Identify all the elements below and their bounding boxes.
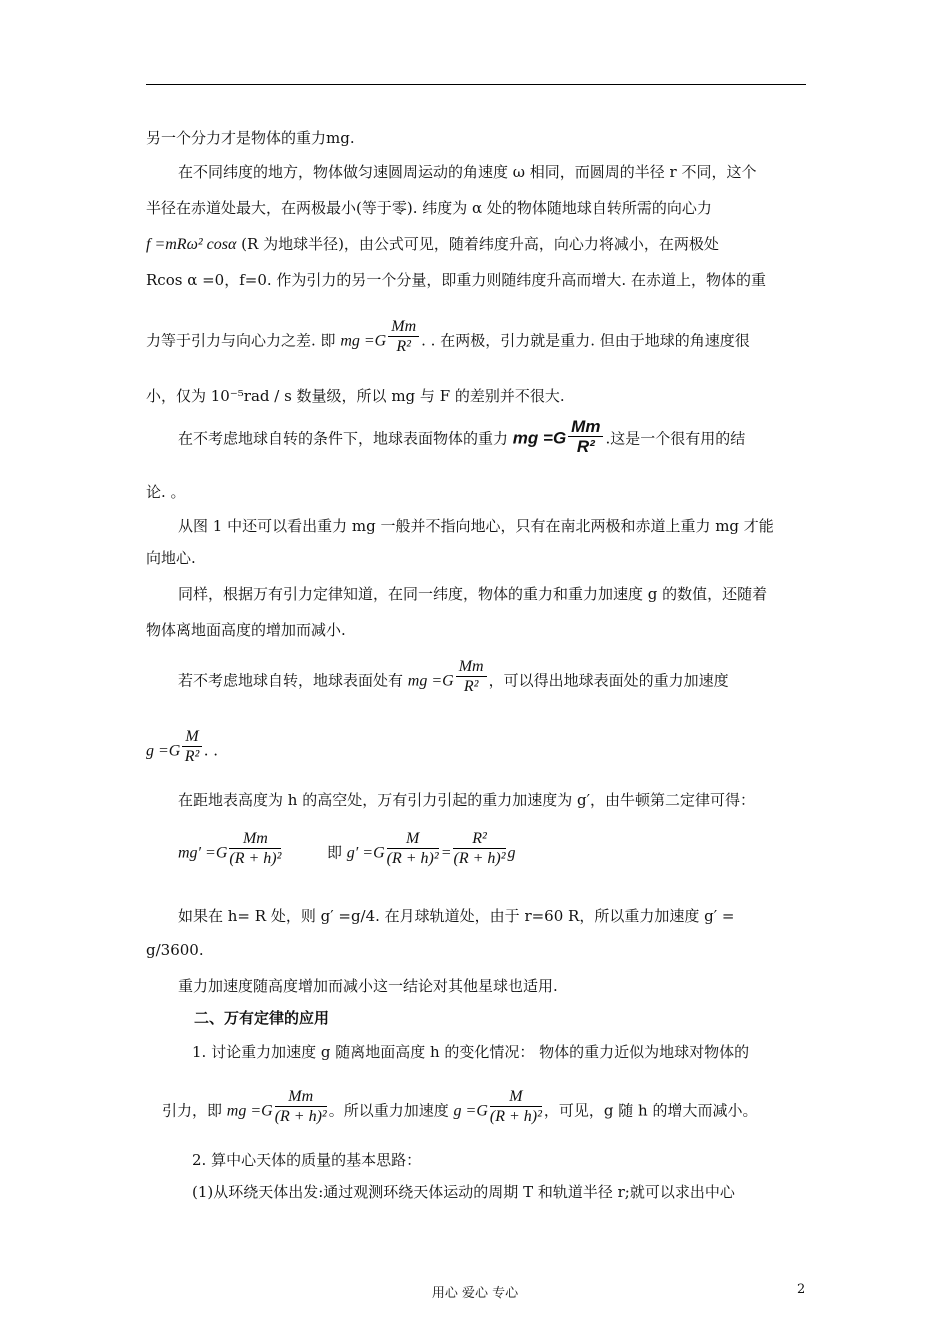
text-span: 。所以重力加速度 xyxy=(328,1101,449,1120)
denominator: R² xyxy=(184,748,200,765)
numerator: M xyxy=(387,830,439,849)
text-span: . . 在两极，引力就是重力. 但由于地球的角速度很 xyxy=(421,331,750,350)
fraction xyxy=(490,1088,542,1127)
text-span: 力等于引力与向心力之差. 即 xyxy=(146,331,336,350)
denominator: (R + h)² xyxy=(229,850,282,867)
text-line: 论. 。 xyxy=(146,483,186,501)
formula-gp-eq-G: g′ =G xyxy=(346,844,385,862)
text-span: 在不考虑地球自转的条件下，地球表面物体的重力 xyxy=(178,429,509,448)
numerator: M xyxy=(490,1088,542,1107)
text-line xyxy=(146,318,750,361)
text-line: 同样，根据万有引力定律知道，在同一纬度，物体的重力和重力加速度 g 的数值，还随着 xyxy=(178,585,768,603)
fraction xyxy=(229,830,281,869)
text-line xyxy=(162,1088,758,1131)
text-line: 重力加速度随高度增加而减小这一结论对其他星球也适用. xyxy=(178,977,558,995)
numerator: Mm xyxy=(456,658,487,677)
text-span: (R 为地球半径)，由公式可见，随着纬度升高，向心力将减小，在两极处 xyxy=(236,235,719,253)
centripetal-formula: f =mRω² cosα xyxy=(146,236,237,253)
numerator: Mm xyxy=(229,830,281,849)
denominator: R² xyxy=(576,437,595,456)
text-line: 2. 算中心天体的质量的基本思路： xyxy=(192,1151,422,1169)
text-line xyxy=(146,728,218,771)
text-line: Rcos α =0，f=0. 作为引力的另一个分量，即重力则随纬度升高而增大. 在赤道上，物体的重 xyxy=(146,271,766,289)
text-span: 若不考虑地球自转，地球表面处有 xyxy=(178,671,404,690)
numerator: Mm xyxy=(568,418,603,437)
section-heading: 二、万有定律的应用 xyxy=(194,1009,330,1027)
text-line: 小，仅为 10⁻⁵rad / s 数量级，所以 mg 与 F 的差别并不很大. xyxy=(146,387,565,405)
footer-text: 用心 爱心 专心 xyxy=(431,1286,519,1301)
formula-mg-eq-G: mg =G xyxy=(407,672,454,690)
text-line: g/3600. xyxy=(146,941,204,959)
text-span: ，可以得出地球表面处的重力加速度 xyxy=(488,671,729,690)
text-line xyxy=(178,830,516,873)
denominator: R² xyxy=(463,678,479,695)
variable-g: g xyxy=(507,844,516,862)
formula-mg-eq-G-bold: mg =G xyxy=(512,428,567,448)
text-line: (1)从环绕天体出发:通过观测环绕天体运动的周期 T 和轨道半径 r;就可以求出中心 xyxy=(192,1183,735,1201)
denominator: (R + h)² xyxy=(274,1108,327,1125)
equals-sign: = xyxy=(440,844,452,862)
fraction xyxy=(568,418,603,457)
text-span: .这是一个很有用的结 xyxy=(605,429,746,448)
text-line: 半径在赤道处最大，在两极最小(等于零). 纬度为 α 处的物体随地球自转所需的向心力 xyxy=(146,199,712,217)
text-line: 在距地表高度为 h 的高空处，万有引力引起的重力加速度为 g′，由牛顿第二定律可得： xyxy=(178,791,755,809)
text-line: 1. 讨论重力加速度 g 随离地面高度 h 的变化情况： 物体的重力近似为地球对物体的 xyxy=(192,1043,750,1061)
header-rule xyxy=(146,84,806,85)
denominator: (R + h)² xyxy=(453,850,506,867)
page-number: 2 xyxy=(797,1282,806,1297)
fraction xyxy=(453,830,505,869)
numerator: R² xyxy=(453,830,505,849)
fraction xyxy=(275,1088,327,1127)
text-line xyxy=(178,417,746,459)
text-span: ，可见，g 随 h 的增大而减小。 xyxy=(543,1101,758,1120)
fraction xyxy=(388,318,419,357)
fraction xyxy=(387,830,439,869)
denominator: (R + h)² xyxy=(386,850,439,867)
formula-g-eq-G: g =G xyxy=(453,1102,488,1120)
numerator: Mm xyxy=(388,318,419,337)
denominator: R² xyxy=(396,338,411,355)
denominator: (R + h)² xyxy=(489,1108,542,1125)
text-line: 另一个分力才是物体的重力mg. xyxy=(146,129,355,147)
text-line: 向地心. xyxy=(146,549,196,567)
formula-g-eq-G: g =G xyxy=(146,742,181,760)
text-span: 即 xyxy=(327,843,343,862)
formula-mg-eq-G: mg =G xyxy=(226,1102,273,1120)
formula-mg-eq-G: mg =G xyxy=(340,332,387,350)
text-span: 引力，即 xyxy=(162,1101,223,1120)
text-line: 从图 1 中还可以看出重力 mg 一般并不指向地心，只有在南北两极和赤道上重力 mg 才能 xyxy=(178,517,774,535)
text-span: . . xyxy=(203,741,218,760)
formula-mgp-eq-G: mg′ =G xyxy=(178,844,228,862)
text-line: 物体离地面高度的增加而减小. xyxy=(146,621,346,639)
numerator: M xyxy=(182,728,201,747)
text-line: 在不同纬度的地方，物体做匀速圆周运动的角速度 ω 相同，而圆周的半径 r 不同，这个 xyxy=(178,163,757,181)
text-line xyxy=(178,658,729,701)
text-line xyxy=(146,234,719,255)
fraction xyxy=(456,658,487,697)
text-line: 如果在 h= R 处，则 g′ =g/4. 在月球轨道处，由于 r=60 R，所以重力加速度 g′ = xyxy=(178,907,735,925)
numerator: Mm xyxy=(275,1088,327,1107)
fraction xyxy=(182,728,201,767)
